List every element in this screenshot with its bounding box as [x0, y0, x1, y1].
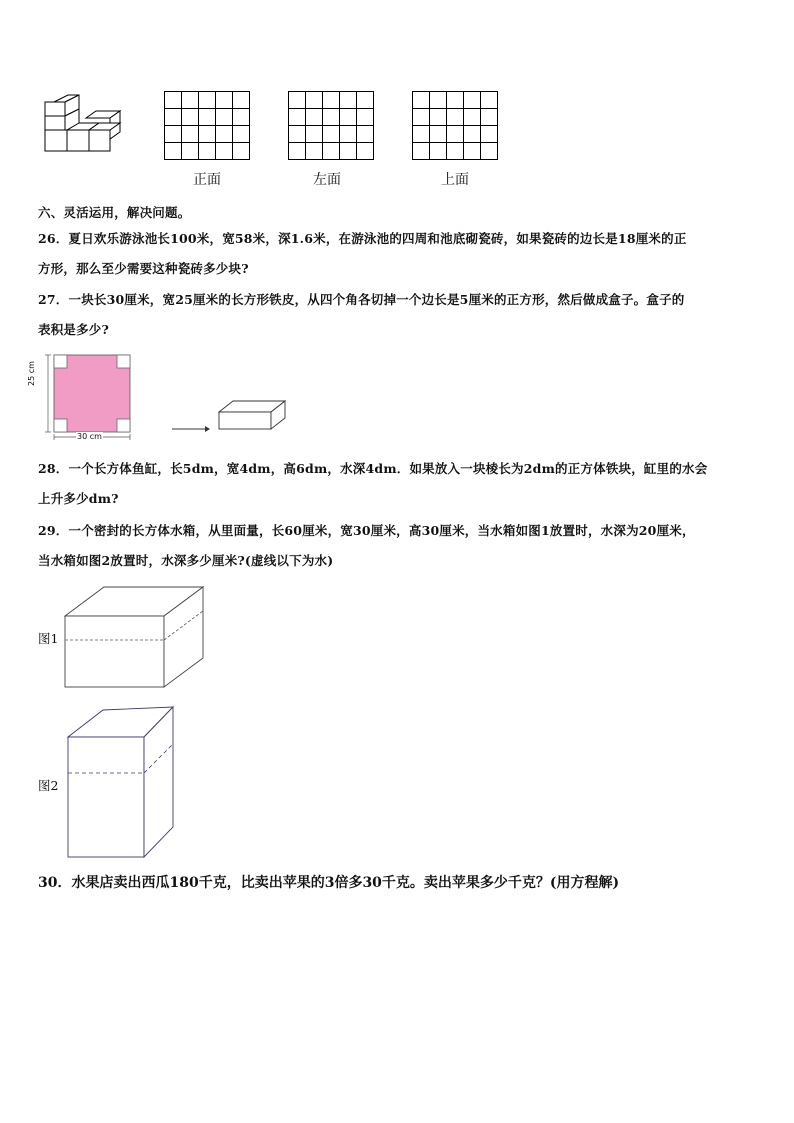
water-tank-figure-2 — [67, 706, 177, 860]
front-view-grid[interactable] — [164, 91, 250, 160]
width-dimension-label: 30 cm — [77, 432, 102, 441]
box-figure — [218, 398, 288, 432]
height-dimension-label: 25 cm — [27, 361, 36, 386]
question-26-line-2: 方形，那么至少需要这种瓷砖多少块? — [38, 261, 249, 276]
top-view-grid[interactable] — [412, 91, 498, 160]
cube-stack-figure — [40, 92, 130, 156]
question-27-line-1: 27．一块长30厘米，宽25厘米的长方形铁皮，从四个角各切掉一个边长是5厘米的正方形，然后做成盒子。盒子的 — [38, 292, 685, 307]
question-29-line-1: 29．一个密封的长方体水箱，从里面量，长60厘米，宽30厘米，高30厘米，当水箱如图1放置时，水深为20厘米， — [38, 523, 695, 538]
top-view-caption: 上面 — [441, 172, 469, 188]
metal-sheet-figure — [38, 352, 138, 444]
arrow-icon — [172, 424, 210, 434]
left-view-caption: 左面 — [313, 172, 341, 188]
question-28-line-1: 28．一个长方体鱼缸，长5dm，宽4dm，高6dm，水深4dm．如果放入一块棱长为2dm的正方体铁块，缸里的水会 — [38, 461, 708, 476]
question-27-line-2: 表积是多少? — [38, 322, 110, 337]
question-26-line-1: 26．夏日欢乐游泳池长100米，宽58米，深1.6米，在游泳池的四周和池底砌瓷砖，如果瓷砖的边长是18厘米的正 — [38, 231, 687, 246]
water-tank-figure-1 — [64, 586, 206, 690]
question-30: 30．水果店卖出西瓜180千克，比卖出苹果的3倍多30千克。卖出苹果多少千克？(用方程解) — [38, 875, 620, 891]
figure-2-label: 图2 — [38, 778, 59, 793]
question-29-line-2: 当水箱如图2放置时，水深多少厘米?(虚线以下为水) — [38, 553, 334, 568]
section-heading: 六、灵活运用，解决问题。 — [38, 205, 191, 220]
question-28-line-2: 上升多少dm? — [38, 491, 119, 506]
front-view-caption: 正面 — [193, 172, 221, 188]
left-view-grid[interactable] — [288, 91, 374, 160]
figure-1-label: 图1 — [38, 631, 59, 646]
